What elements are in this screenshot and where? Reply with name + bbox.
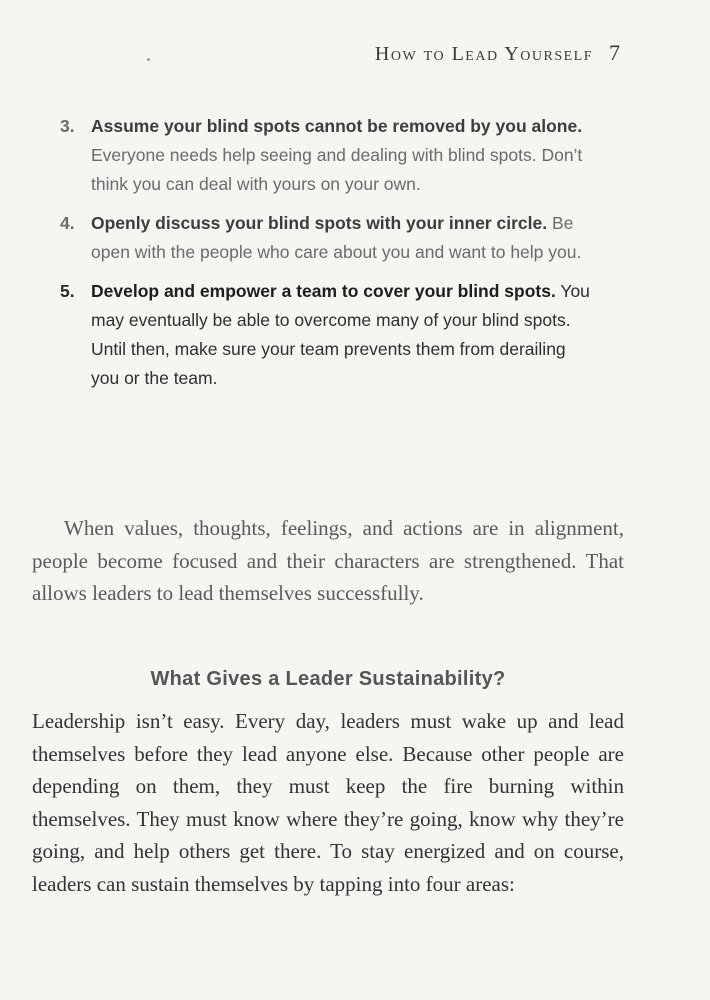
page-number: 7 bbox=[609, 40, 620, 65]
list-item-lead: Openly discuss your blind spots with your inner circle. bbox=[91, 213, 548, 233]
list-item-number: 4. bbox=[60, 213, 75, 233]
list-item-body bbox=[91, 209, 590, 267]
list-item-text: Be open with the people who care about you and want to help you. bbox=[91, 213, 582, 262]
list-item-lead: Assume your blind spots cannot be removed by you alone. bbox=[91, 116, 583, 136]
scan-speck bbox=[147, 58, 150, 61]
running-title: How to Lead Yourself bbox=[374, 43, 593, 65]
list-item-number: 3. bbox=[60, 116, 75, 136]
list-item bbox=[60, 112, 590, 199]
body-paragraph: Leadership isn’t easy. Every day, leaders must wake up and lead themselves before they lead anyone else. Because other people are depending on them, they must keep the fire burning within themselves. They must know where they’re going, know why they’re going, and help others get there. To stay energized and on course, leaders can sustain themselves by tapping into four areas: bbox=[32, 709, 624, 896]
list-item bbox=[60, 277, 590, 393]
list-item bbox=[60, 209, 590, 267]
list-item-number: 5. bbox=[60, 281, 75, 301]
running-header bbox=[375, 40, 620, 66]
list-item-body bbox=[91, 277, 590, 393]
list-item-body bbox=[91, 112, 590, 199]
list-item-text: Everyone needs help seeing and dealing with blind spots. Don’t think you can deal with yours on your own. bbox=[91, 145, 583, 194]
list-item-lead: Develop and empower a team to cover your blind spots. bbox=[91, 281, 556, 301]
list-item-text: You may eventually be able to overcome many of your blind spots. Until then, make sure your team prevents them from derailing you or the team. bbox=[91, 281, 590, 388]
section-heading: What Gives a Leader Sustainability? bbox=[150, 668, 506, 690]
body-paragraph: When values, thoughts, feelings, and actions are in alignment, people become focused and their characters are strengthened. That allows leaders to lead themselves successfully. bbox=[32, 516, 624, 605]
blind-spots-list bbox=[60, 112, 590, 403]
